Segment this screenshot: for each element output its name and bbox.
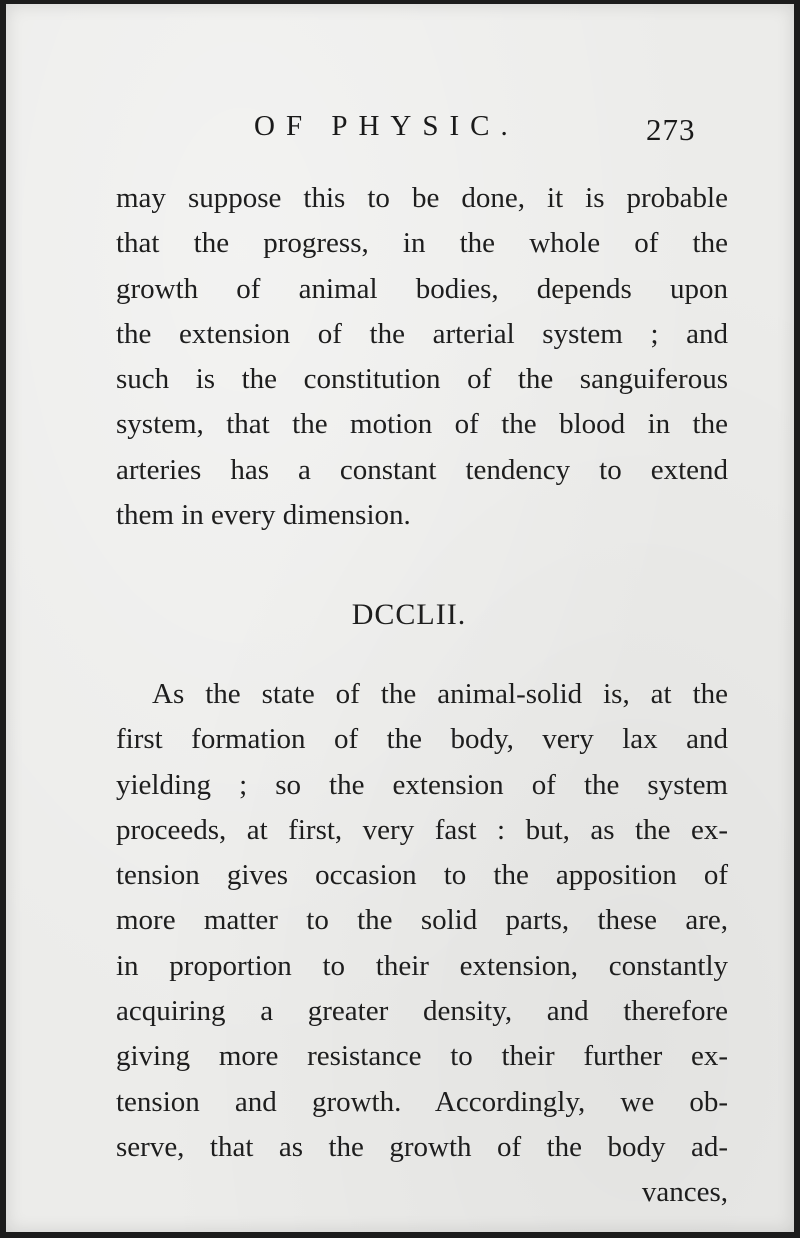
text-line: tension gives occasion to the apposition of — [116, 859, 728, 892]
text-line: tension and growth. Accordingly, we ob- — [116, 1085, 728, 1118]
text-line: arteries has a constant tendency to extend — [116, 453, 728, 486]
book-page — [6, 4, 794, 1232]
text-line: As the state of the animal-solid is, at the — [152, 678, 728, 710]
section-number: DCCLII. — [351, 598, 467, 631]
paragraph — [116, 672, 728, 1216]
text-line: yielding ; so the extension of the system — [116, 768, 728, 801]
text-line: acquiring a greater density, and therefore — [116, 995, 728, 1028]
catchword: vances, — [641, 1176, 728, 1209]
running-title: OF PHYSIC. — [254, 110, 519, 142]
text-line: more matter to the solid parts, these are, — [116, 904, 728, 937]
page-number: 273 — [646, 112, 696, 147]
text-line: system, that the motion of the blood in the — [116, 408, 728, 441]
paragraph-continued — [116, 176, 728, 538]
text-line: growth of animal bodies, depends upon — [116, 272, 728, 305]
text-line: in proportion to their extension, constantly — [116, 949, 728, 982]
text-line: giving more resistance to their further ex- — [116, 1040, 728, 1073]
text-line: proceeds, at first, very fast : but, as the ex- — [116, 813, 728, 846]
page-header — [6, 110, 794, 150]
text-line: may suppose this to be done, it is probable — [116, 182, 728, 214]
text-line: the extension of the arterial system ; and — [116, 317, 728, 350]
text-line: that the progress, in the whole of the — [116, 227, 728, 260]
text-line: them in every dimension. — [116, 499, 411, 532]
text-line: first formation of the body, very lax and — [116, 723, 728, 756]
text-line: serve, that as the growth of the body ad- — [116, 1130, 728, 1163]
text-line: such is the constitution of the sanguiferous — [116, 363, 728, 396]
